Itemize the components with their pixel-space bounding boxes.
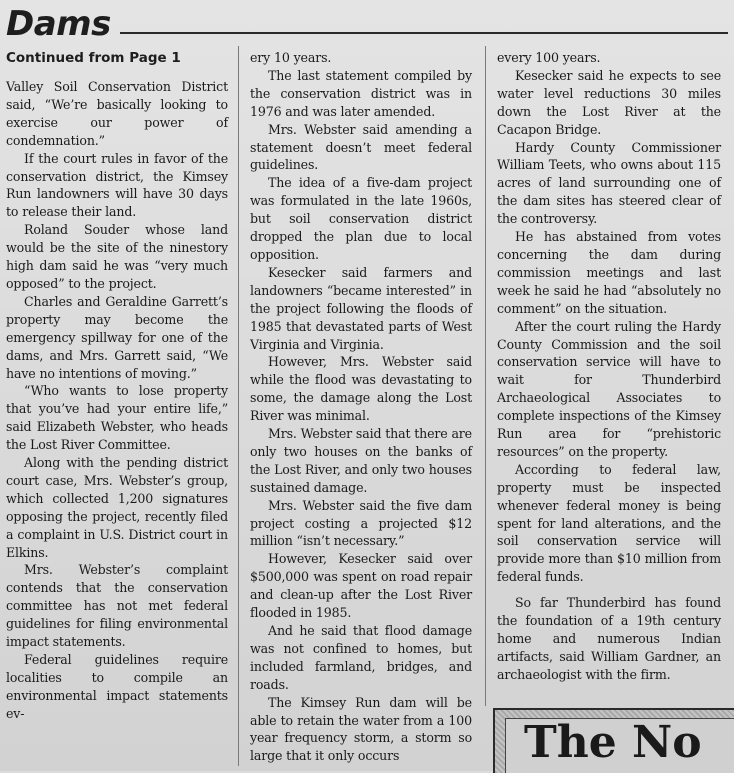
paragraph: The Kimsey Run dam will be able to retain the water from a 100 year frequency storm, a storm so large that it only occurs bbox=[250, 694, 472, 764]
paragraph: So far Thunderbird has found the foundation of a 19th century home and numerous Indian artifacts, said William Gardner, an archaeologist with the firm. bbox=[497, 595, 721, 682]
column-1 bbox=[6, 78, 228, 723]
paragraph: “Who wants to lose property that you’ve had your entire life,” said Elizabeth Webster, who heads the Lost River Committee. bbox=[6, 383, 228, 453]
column-2 bbox=[250, 49, 472, 765]
paragraph: Mrs. Webster said the five dam project costing a projected $12 million “isn’t necessary.” bbox=[250, 497, 472, 549]
paragraph: The idea of a five-dam project was formulated in the late 1960s, but soil conservation district dropped the plan due to local opposition. bbox=[250, 175, 472, 262]
headline-rule bbox=[120, 32, 728, 34]
paragraph: Kesecker said farmers and landowners “became interested” in the project following the floods of 1985 that devastated parts of West Virginia and Virginia. bbox=[250, 264, 472, 352]
paragraph: Roland Souder whose land would be the site of the ninestory high dam said he was “very much opposed” to the project. bbox=[6, 222, 228, 291]
paragraph: If the court rules in favor of the conservation district, the Kimsey Run landowners will have 30 days to release their land. bbox=[6, 150, 228, 220]
paragraph: Valley Soil Conservation District said, “We’re basically looking to exercise our power of condemnation.” bbox=[6, 79, 228, 148]
paragraph: ery 10 years. bbox=[250, 50, 332, 65]
paragraph: Kesecker said he expects to see water level reductions 30 miles down the Lost River at the Cacapon Bridge. bbox=[497, 67, 721, 137]
column-rule bbox=[485, 46, 486, 706]
paragraph: Along with the pending district court case, Mrs. Webster’s group, which collected 1,200 signatures opposing the project, recently filed a complaint in U.S. District court in Elkins. bbox=[6, 455, 228, 560]
paragraph: However, Kesecker said over $500,000 was spent on road repair and clean-up after the Lost River flooded in 1985. bbox=[250, 551, 472, 621]
paragraph: Mrs. Webster’s complaint contends that the conservation committee has not met federal guidelines for filing environmental impact statements. bbox=[6, 562, 228, 650]
headline: Dams bbox=[6, 4, 111, 44]
paragraph: He has abstained from votes concerning the dam during commission meetings and last week he said he had “absolutely no comment” on the situation. bbox=[497, 229, 721, 316]
advertisement-panel bbox=[505, 718, 734, 773]
paragraph: Mrs. Webster said that there are only two houses on the banks of the Lost River, and only two houses sustained damage. bbox=[250, 426, 472, 495]
advertisement-text: The No bbox=[524, 717, 702, 768]
paragraph: And he said that flood damage was not confined to homes, but included farmland, bridges, and roads. bbox=[250, 623, 472, 692]
paragraph: Federal guidelines require localities to compile an environmental impact statements ev- bbox=[6, 652, 228, 721]
column-3 bbox=[497, 49, 721, 684]
paragraph: According to federal law, property must be inspected whenever federal money is being spent for land alterations, and the soil conservation service will provide more than $10 million from federal funds. bbox=[497, 461, 721, 585]
paragraph: However, Mrs. Webster said while the flood was devastating to some, the damage along the Lost River was minimal. bbox=[250, 354, 472, 424]
continued-label: Continued from Page 1 bbox=[6, 50, 181, 66]
advertisement-box bbox=[493, 708, 734, 773]
paragraph: Hardy County Commissioner William Teets, who owns about 115 acres of land surrounding one of the dam sites has steered clear of the controversy. bbox=[497, 139, 721, 227]
paragraph: Charles and Geraldine Garrett’s property may become the emergency spillway for one of the dams, and Mrs. Garrett said, “We have no intentions of moving.” bbox=[6, 293, 228, 381]
paragraph: After the court ruling the Hardy County Commission and the soil conservation service will have to wait for Thunderbird Archaeological Associates to complete inspections of the Kimsey Run area for “prehistoric resources” on the property. bbox=[497, 318, 721, 459]
paragraph: every 100 years. bbox=[497, 50, 601, 65]
column-rule bbox=[238, 46, 239, 766]
paragraph: The last statement compiled by the conservation district was in 1976 and was later amended. bbox=[250, 67, 472, 119]
paragraph: Mrs. Webster said amending a statement doesn’t meet federal guidelines. bbox=[250, 121, 472, 173]
